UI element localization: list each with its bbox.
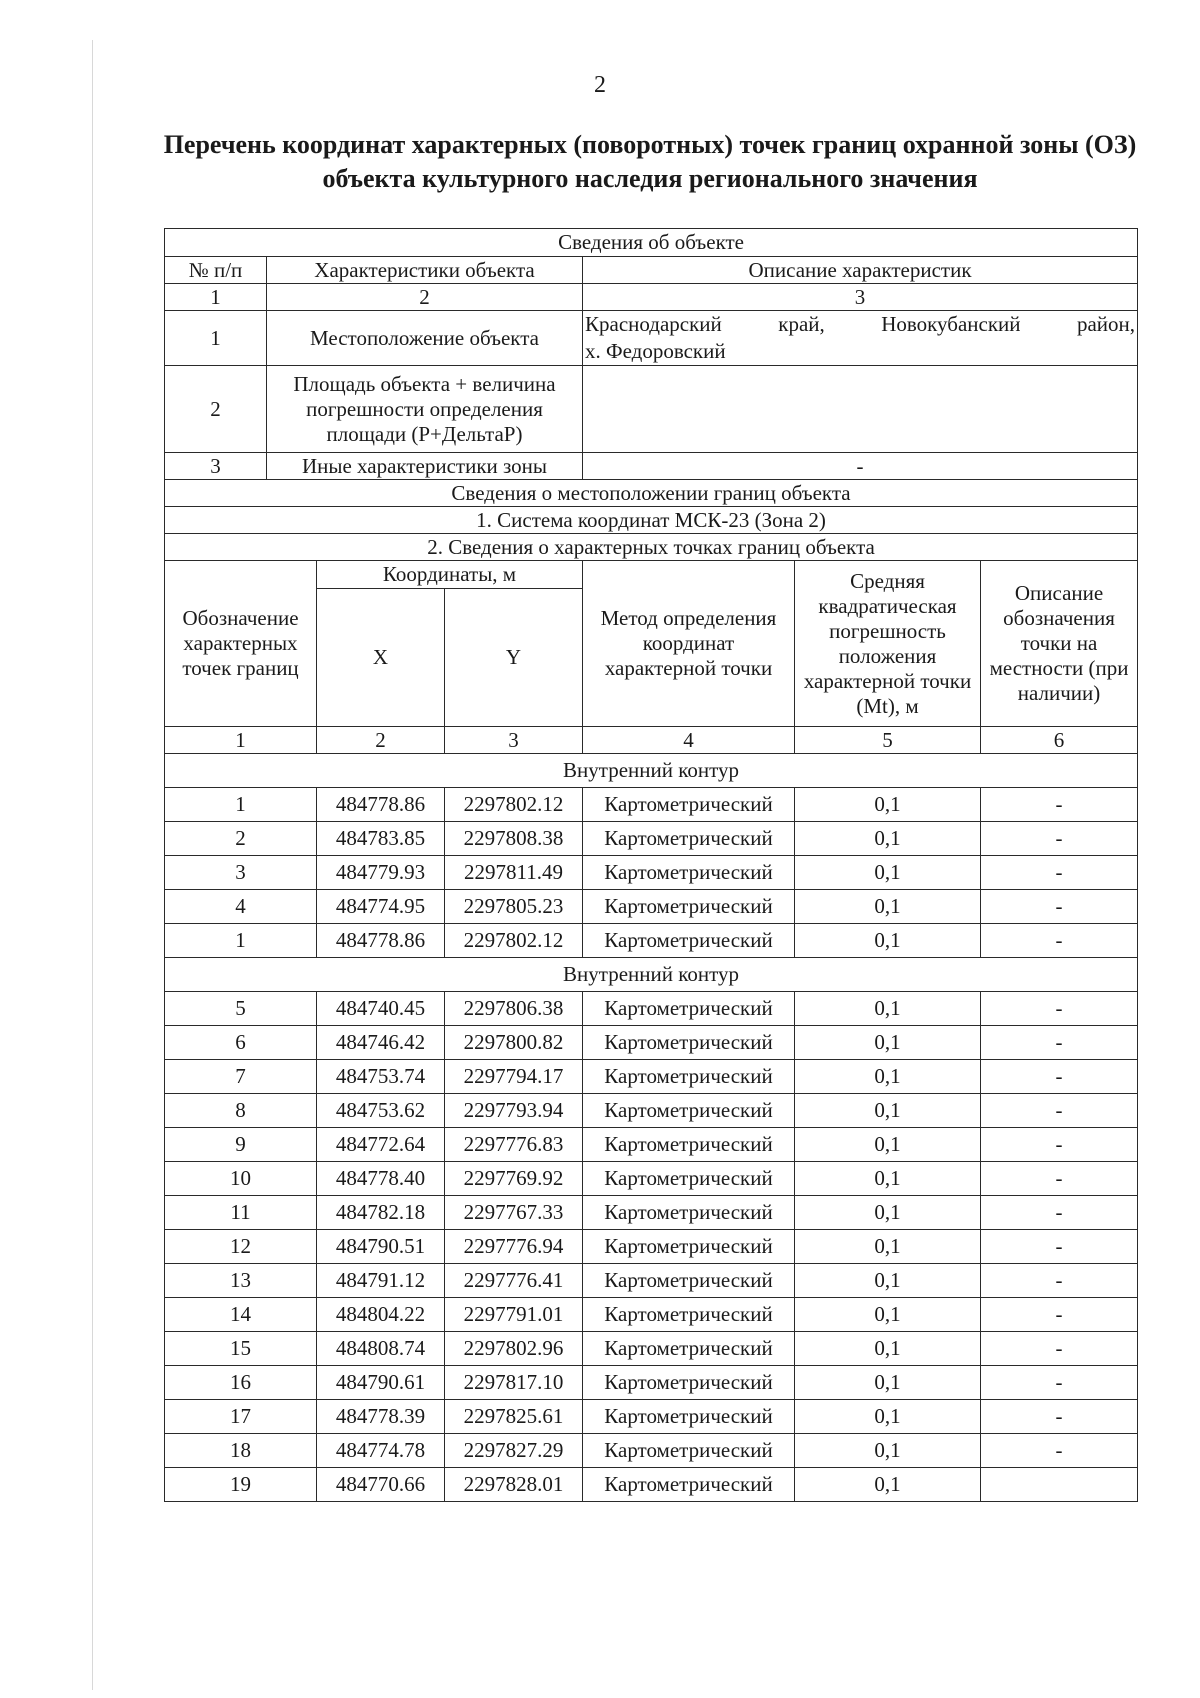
point-method: Картометрический [583,1400,795,1434]
point-y: 2297827.29 [445,1434,583,1468]
point-y: 2297825.61 [445,1400,583,1434]
coord-system-title: 1. Система координат МСК-23 (Зона 2) [165,507,1138,534]
header-designation: Обозначение характерных точек границ [165,561,317,727]
point-id: 8 [165,1094,317,1128]
point-y: 2297769.92 [445,1162,583,1196]
table-row [165,856,1138,890]
point-method: Картометрический [583,856,795,890]
point-description: - [981,1332,1138,1366]
point-y: 2297800.82 [445,1026,583,1060]
point-id: 3 [165,856,317,890]
header-coords: Координаты, м [317,561,583,589]
point-description: - [981,788,1138,822]
points-section-title: 2. Сведения о характерных точках границ объекта [165,534,1138,561]
table-row [165,1434,1138,1468]
table-row [165,1298,1138,1332]
object-info-row-area [165,366,1138,453]
header-num: № п/п [165,257,267,284]
point-x: 484772.64 [317,1128,445,1162]
point-id: 9 [165,1128,317,1162]
header-description: Описание характеристик [583,257,1138,284]
point-id: 6 [165,1026,317,1060]
point-id: 11 [165,1196,317,1230]
table-row [165,1468,1138,1502]
point-y: 2297808.38 [445,822,583,856]
point-id: 2 [165,822,317,856]
point-description: - [981,1094,1138,1128]
point-y: 2297805.23 [445,890,583,924]
row-characteristic: Местоположение объекта [267,311,583,366]
table-row [165,1128,1138,1162]
point-method: Картометрический [583,1196,795,1230]
row-characteristic: Иные характеристики зоны [267,453,583,480]
point-description: - [981,924,1138,958]
point-error: 0,1 [795,1162,981,1196]
point-y: 2297776.41 [445,1264,583,1298]
point-error: 0,1 [795,856,981,890]
header-x: X [317,589,445,727]
row-description: - [583,453,1138,480]
header-y: Y [445,589,583,727]
location-word: Новокубанский [881,312,1021,336]
row-description [583,366,1138,453]
point-y: 2297802.12 [445,788,583,822]
point-method: Картометрический [583,1094,795,1128]
point-description: - [981,1162,1138,1196]
point-method: Картометрический [583,1468,795,1502]
table-row [165,1332,1138,1366]
point-method: Картометрический [583,1332,795,1366]
table-row [165,924,1138,958]
object-info-header-row [165,257,1138,284]
points-index-row [165,727,1138,754]
point-x: 484770.66 [317,1468,445,1502]
table-row [165,1400,1138,1434]
point-y: 2297802.12 [445,924,583,958]
point-y: 2297791.01 [445,1298,583,1332]
point-error: 0,1 [795,1468,981,1502]
point-method: Картометрический [583,1230,795,1264]
point-error: 0,1 [795,1400,981,1434]
row-num: 2 [165,366,267,453]
point-x: 484779.93 [317,856,445,890]
point-x: 484774.78 [317,1434,445,1468]
point-y: 2297806.38 [445,992,583,1026]
coord-system-row [165,507,1138,534]
point-method: Картометрический [583,1264,795,1298]
table-row [165,1060,1138,1094]
point-description: - [981,1230,1138,1264]
index-cell: 4 [583,727,795,754]
point-id: 19 [165,1468,317,1502]
point-description: - [981,1298,1138,1332]
point-description: - [981,1026,1138,1060]
index-cell: 1 [165,727,317,754]
point-x: 484778.86 [317,924,445,958]
object-info-index-row [165,284,1138,311]
point-y: 2297811.49 [445,856,583,890]
point-error: 0,1 [795,1264,981,1298]
point-error: 0,1 [795,992,981,1026]
point-description: - [981,1196,1138,1230]
point-x: 484804.22 [317,1298,445,1332]
point-error: 0,1 [795,1230,981,1264]
point-error: 0,1 [795,822,981,856]
point-description: - [981,822,1138,856]
point-x: 484778.40 [317,1162,445,1196]
table-row [165,992,1138,1026]
point-id: 5 [165,992,317,1026]
contour-title: Внутренний контур [165,754,1138,788]
point-y: 2297817.10 [445,1366,583,1400]
index-cell: 6 [981,727,1138,754]
location-line-1 [585,311,1135,338]
point-id: 12 [165,1230,317,1264]
object-info-row-location [165,311,1138,366]
location-section-row [165,480,1138,507]
point-id: 17 [165,1400,317,1434]
point-x: 484783.85 [317,822,445,856]
point-description: - [981,992,1138,1026]
point-id: 18 [165,1434,317,1468]
point-id: 15 [165,1332,317,1366]
point-error: 0,1 [795,788,981,822]
point-id: 1 [165,924,317,958]
point-error: 0,1 [795,1094,981,1128]
table-row [165,1366,1138,1400]
index-cell: 3 [583,284,1138,311]
row-num: 1 [165,311,267,366]
location-word: Краснодарский [585,312,722,336]
page-number: 2 [594,72,606,98]
point-description: - [981,1264,1138,1298]
point-x: 484778.39 [317,1400,445,1434]
location-word: район, [1076,312,1136,336]
point-error: 0,1 [795,1332,981,1366]
point-method: Картометрический [583,1060,795,1094]
point-y: 2297767.33 [445,1196,583,1230]
point-description: - [981,1366,1138,1400]
point-description: - [981,856,1138,890]
header-method: Метод определения координат характерной точки [583,561,795,727]
point-x: 484778.86 [317,788,445,822]
coordinates-table [164,228,1138,1502]
document-title: Перечень координат характерных (поворотных) точек границ охранной зоны (ОЗ) объекта культурного наследия регионального значения [163,130,1137,193]
table-row [165,1230,1138,1264]
point-y: 2297802.96 [445,1332,583,1366]
point-description [981,1468,1138,1502]
point-y: 2297828.01 [445,1468,583,1502]
point-error: 0,1 [795,1128,981,1162]
point-method: Картометрический [583,890,795,924]
index-cell: 3 [445,727,583,754]
table-row [165,1162,1138,1196]
point-id: 4 [165,890,317,924]
point-id: 7 [165,1060,317,1094]
point-id: 10 [165,1162,317,1196]
point-description: - [981,1400,1138,1434]
point-y: 2297794.17 [445,1060,583,1094]
table-row [165,1264,1138,1298]
point-error: 0,1 [795,890,981,924]
point-x: 484791.12 [317,1264,445,1298]
location-line-2: х. Федоровский [585,339,726,363]
table-row [165,890,1138,924]
point-method: Картометрический [583,1434,795,1468]
point-x: 484753.74 [317,1060,445,1094]
point-x: 484808.74 [317,1332,445,1366]
point-y: 2297776.94 [445,1230,583,1264]
row-characteristic: Площадь объекта + величина погрешности определения площади (Р+ДельтаР) [267,366,583,453]
index-cell: 2 [317,727,445,754]
point-method: Картометрический [583,992,795,1026]
index-cell: 2 [267,284,583,311]
point-error: 0,1 [795,924,981,958]
point-id: 16 [165,1366,317,1400]
object-info-section-title: Сведения об объекте [165,229,1138,257]
point-y: 2297793.94 [445,1094,583,1128]
point-method: Картометрический [583,1026,795,1060]
point-id: 14 [165,1298,317,1332]
index-cell: 1 [165,284,267,311]
point-y: 2297776.83 [445,1128,583,1162]
header-error: Средняя квадратическая погрешность положения характерной точки (Mt), м [795,561,981,727]
point-x: 484740.45 [317,992,445,1026]
object-info-row-other [165,453,1138,480]
point-description: - [981,1434,1138,1468]
point-error: 0,1 [795,1434,981,1468]
location-description [583,311,1138,366]
point-method: Картометрический [583,1128,795,1162]
point-error: 0,1 [795,1366,981,1400]
location-section-title: Сведения о местоположении границ объекта [165,480,1138,507]
point-method: Картометрический [583,1366,795,1400]
point-x: 484774.95 [317,890,445,924]
point-description: - [981,1060,1138,1094]
table-row [165,822,1138,856]
point-x: 484782.18 [317,1196,445,1230]
point-error: 0,1 [795,1060,981,1094]
points-section-row [165,534,1138,561]
point-method: Картометрический [583,822,795,856]
point-error: 0,1 [795,1196,981,1230]
table-row [165,1026,1138,1060]
row-num: 3 [165,453,267,480]
contour-header-row [165,754,1138,788]
location-word: край, [778,312,825,336]
table-row [165,1196,1138,1230]
point-method: Картометрический [583,1162,795,1196]
table-row [165,1094,1138,1128]
point-description: - [981,1128,1138,1162]
index-cell: 5 [795,727,981,754]
point-x: 484746.42 [317,1026,445,1060]
point-x: 484790.61 [317,1366,445,1400]
point-id: 13 [165,1264,317,1298]
table-row [165,788,1138,822]
contour-title: Внутренний контур [165,958,1138,992]
point-description: - [981,890,1138,924]
point-method: Картометрический [583,788,795,822]
point-id: 1 [165,788,317,822]
point-method: Картометрический [583,924,795,958]
object-info-section-row [165,229,1138,257]
header-point-description: Описание обозначения точки на местности (при наличии) [981,561,1138,727]
point-x: 484753.62 [317,1094,445,1128]
points-header-row-top [165,561,1138,589]
point-method: Картометрический [583,1298,795,1332]
header-characteristics: Характеристики объекта [267,257,583,284]
scan-margin-line [92,40,93,1690]
point-x: 484790.51 [317,1230,445,1264]
point-error: 0,1 [795,1298,981,1332]
contour-header-row [165,958,1138,992]
point-error: 0,1 [795,1026,981,1060]
